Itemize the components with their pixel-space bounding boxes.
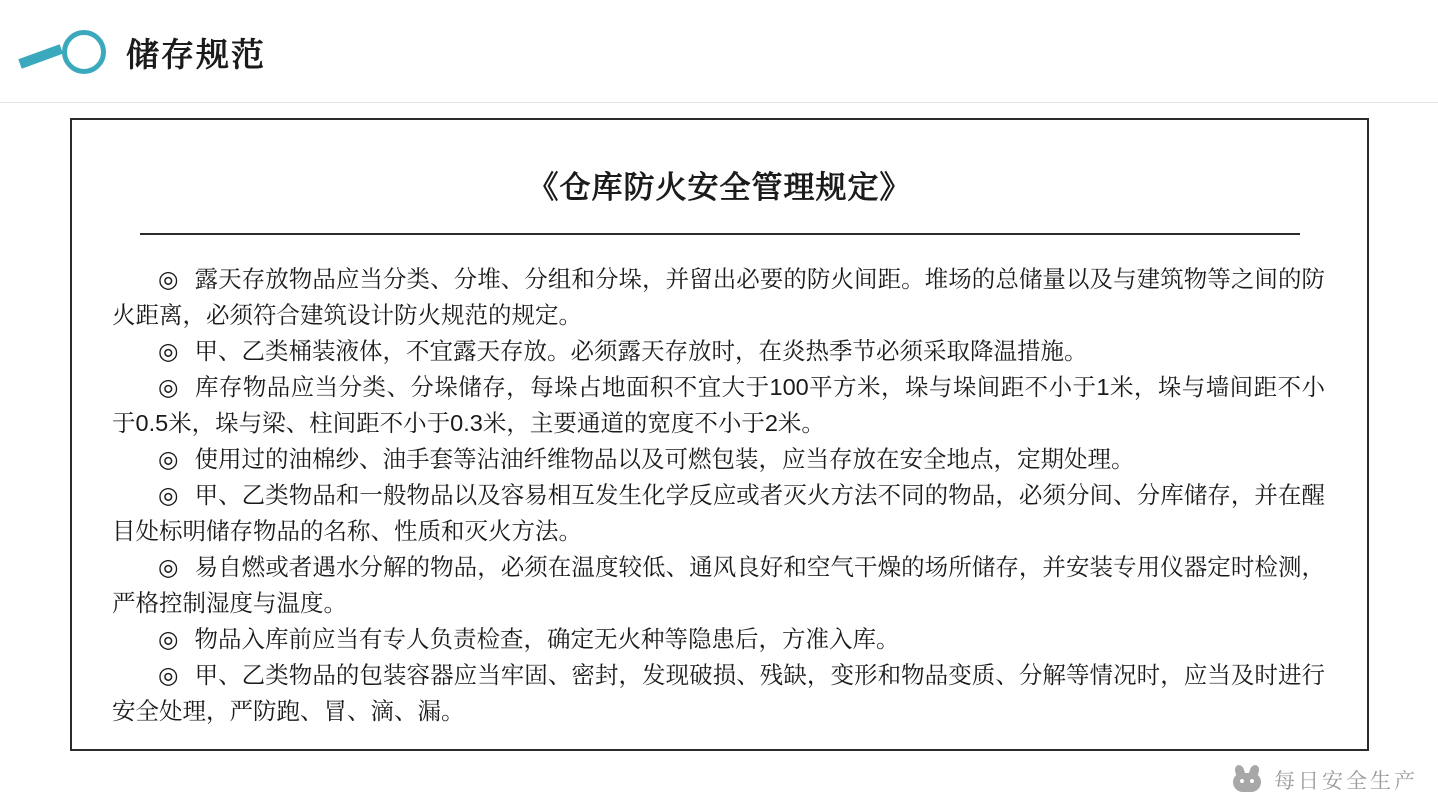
- clause-bullet-icon: ◎: [158, 554, 179, 580]
- clause-bullet-icon: ◎: [158, 266, 179, 292]
- clause-item: [112, 657, 1325, 729]
- title-underline: [140, 233, 1300, 235]
- clause-text: 易自燃或者遇水分解的物品，必须在温度较低、通风良好和空气干燥的场所储存，并安装专用仪器定时检测，严格控制湿度与温度。: [112, 554, 1325, 616]
- header-divider: [0, 102, 1438, 103]
- watermark-text: 每日安全生产: [1274, 770, 1418, 793]
- document-card: [70, 118, 1369, 751]
- document-title: 《仓库防火安全管理规定》: [527, 170, 912, 205]
- clause-text: 使用过的油棉纱、油手套等沾油纤维物品以及可燃包装，应当存放在安全地点，定期处理。: [194, 446, 1135, 472]
- panda-eye-right: [1250, 779, 1254, 783]
- page-title: 储存规范: [126, 36, 266, 73]
- clause-item: [112, 369, 1325, 441]
- clause-item: [112, 621, 1325, 657]
- clause-item: [112, 261, 1325, 333]
- clause-item: [112, 549, 1325, 621]
- panda-eye-left: [1240, 779, 1244, 783]
- clause-text: 库存物品应当分类、分垛储存，每垛占地面积不宜大于100平方米，垛与垛间距不小于1米，垛与墙间距不小于0.5米，垛与梁、柱间距不小于0.3米，主要通道的宽度不小于2米。: [112, 374, 1325, 436]
- clause-text: 甲、乙类物品和一般物品以及容易相互发生化学反应或者灭火方法不同的物品，必须分间、分库储存，并在醒目处标明储存物品的名称、性质和灭火方法。: [112, 482, 1325, 544]
- clause-item: [112, 477, 1325, 549]
- magnifier-icon: [14, 22, 114, 84]
- magnifier-ring: [62, 30, 106, 74]
- clause-text: 甲、乙类物品的包装容器应当牢固、密封，发现破损、残缺，变形和物品变质、分解等情况时，应当及时进行安全处理，严防跑、冒、滴、漏。: [112, 662, 1325, 724]
- clause-bullet-icon: ◎: [158, 626, 179, 652]
- clause-text: 甲、乙类桶装液体，不宜露天存放。必须露天存放时，在炎热季节必须采取降温措施。: [194, 338, 1088, 364]
- clause-bullet-icon: ◎: [158, 662, 179, 688]
- clause-bullet-icon: ◎: [158, 482, 179, 508]
- clause-bullet-icon: ◎: [158, 374, 179, 400]
- clause-bullet-icon: ◎: [158, 338, 179, 364]
- clause-text: 物品入库前应当有专人负责检查，确定无火种等隐患后，方准入库。: [194, 626, 900, 652]
- watermark: [1230, 763, 1418, 797]
- clause-item: [112, 333, 1325, 369]
- panda-logo-icon: [1230, 763, 1264, 797]
- panda-face: [1233, 773, 1261, 792]
- magnifier-handle: [18, 44, 63, 68]
- clause-bullet-icon: ◎: [158, 446, 179, 472]
- document-body: [112, 261, 1325, 729]
- clause-text: 露天存放物品应当分类、分堆、分组和分垛，并留出必要的防火间距。堆场的总储量以及与建筑物等之间的防火距离，必须符合建筑设计防火规范的规定。: [112, 266, 1325, 328]
- clause-item: [112, 441, 1325, 477]
- page-header: [0, 0, 1438, 103]
